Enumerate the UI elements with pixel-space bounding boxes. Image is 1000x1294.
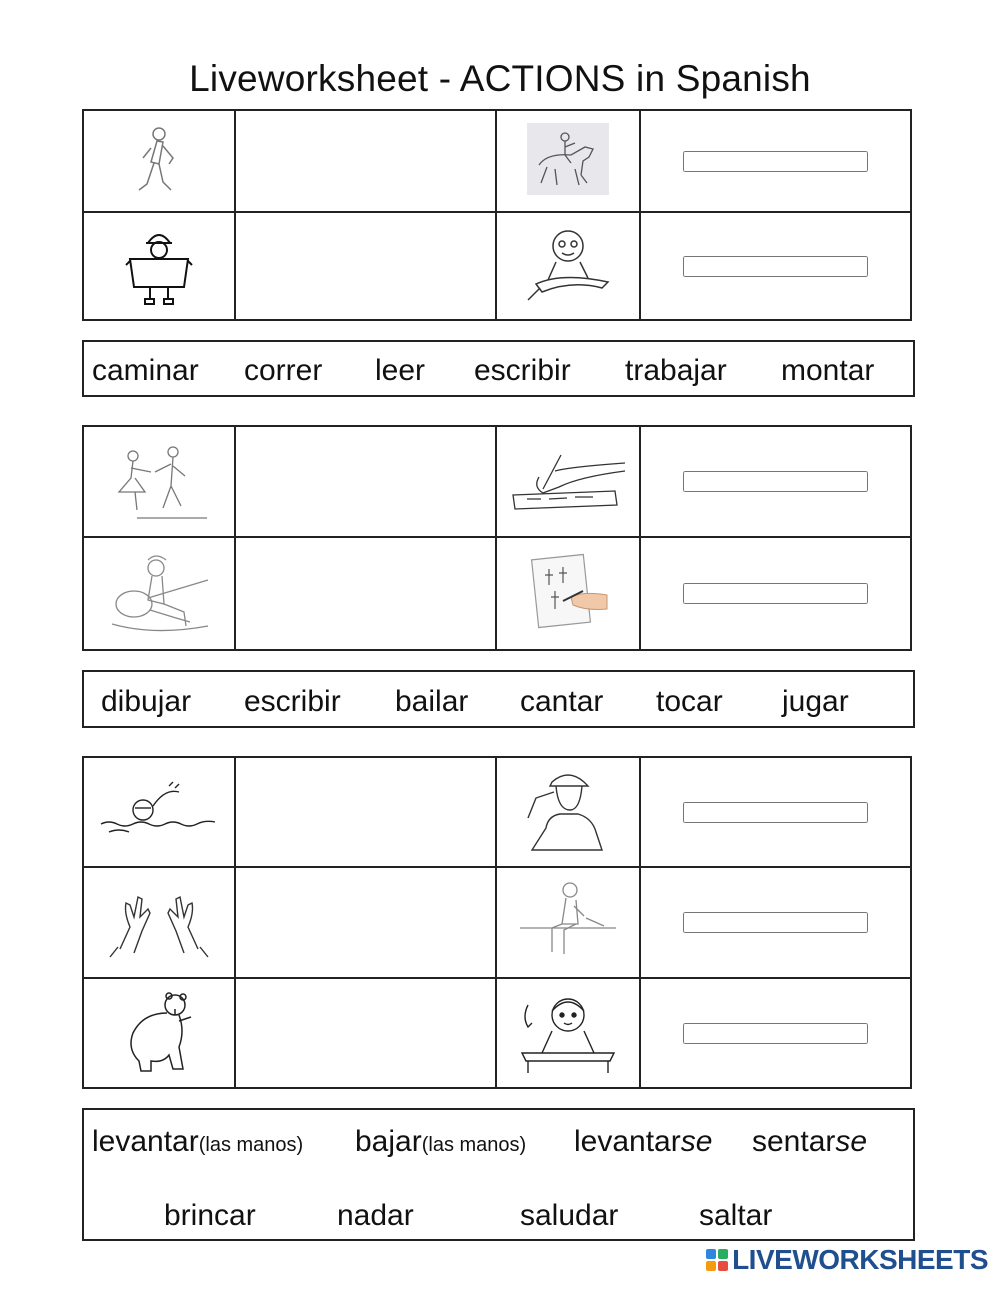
page-title: Liveworksheet - ACTIONS in Spanish xyxy=(189,58,811,99)
sitting-person-icon xyxy=(518,949,618,966)
answer-cell[interactable] xyxy=(640,537,911,650)
answer-cell[interactable] xyxy=(235,867,496,978)
answer-input[interactable] xyxy=(245,796,487,829)
answer-input[interactable] xyxy=(245,577,487,610)
hand-writing-icon xyxy=(509,498,627,515)
worker-reading-map-icon xyxy=(84,225,234,307)
swimmer-icon xyxy=(84,780,234,844)
answer-input[interactable] xyxy=(683,912,868,933)
girl-standing-up-icon xyxy=(512,1060,624,1077)
word-bank-item: bailar xyxy=(395,685,469,718)
picture-cell xyxy=(496,426,640,537)
picture-cell xyxy=(83,426,235,537)
picture-cell xyxy=(83,867,235,978)
word-bank-item: trabajar xyxy=(625,354,727,387)
picture-cell xyxy=(83,978,235,1088)
answer-cell[interactable] xyxy=(640,426,911,537)
answer-cell[interactable] xyxy=(235,757,496,867)
answer-cell[interactable] xyxy=(640,212,911,320)
picture-cell xyxy=(496,867,640,978)
word-bank-item: tocar xyxy=(656,685,723,718)
answer-input[interactable] xyxy=(245,1017,487,1050)
picture-cell xyxy=(496,110,640,212)
hand-drawing-icon xyxy=(527,618,609,635)
guitar-player-icon xyxy=(84,552,234,636)
word-bank-item: jugar xyxy=(782,685,849,718)
word-base: levantar xyxy=(574,1125,681,1158)
answer-input[interactable] xyxy=(683,802,868,823)
liveworksheets-logo xyxy=(706,1244,988,1276)
exercise-grid-3 xyxy=(82,756,912,1089)
answer-input[interactable] xyxy=(245,465,487,498)
picture-cell xyxy=(496,212,640,320)
exercise-grid-2 xyxy=(82,425,912,651)
dancing-couple-icon xyxy=(84,442,234,522)
word-base: sentar xyxy=(752,1125,836,1158)
answer-input[interactable] xyxy=(683,471,868,492)
word-bank-item: cantar xyxy=(520,685,604,718)
answer-input[interactable] xyxy=(683,256,868,277)
answer-input[interactable] xyxy=(683,1023,868,1044)
word-bank-item: saludar xyxy=(520,1199,619,1232)
word-note: (las manos) xyxy=(198,1134,304,1156)
logo-mark-icon xyxy=(706,1249,728,1271)
saluting-person-icon xyxy=(518,839,618,856)
exercise-grid-1 xyxy=(82,109,912,321)
word-bank-item: escribir xyxy=(244,685,341,718)
logo-text: LIVEWORKSHEETS xyxy=(732,1244,988,1275)
word-bank-item xyxy=(574,1125,712,1159)
raised-hands-icon xyxy=(84,887,234,959)
answer-input[interactable] xyxy=(245,145,487,178)
picture-cell xyxy=(83,110,235,212)
word-bank-item: correr xyxy=(244,354,323,387)
word-levantar: levantar xyxy=(92,1125,199,1158)
word-bank-3 xyxy=(82,1108,915,1241)
answer-cell[interactable] xyxy=(235,978,496,1088)
jumping-bear-icon xyxy=(84,991,234,1075)
word-bank-1 xyxy=(82,340,915,397)
picture-cell xyxy=(83,537,235,650)
answer-cell[interactable] xyxy=(235,537,496,650)
word-bank-item: montar xyxy=(781,354,875,387)
word-suffix: se xyxy=(680,1125,713,1158)
picture-cell xyxy=(496,978,640,1088)
answer-cell[interactable] xyxy=(235,426,496,537)
picture-cell xyxy=(83,212,235,320)
picture-cell xyxy=(83,757,235,867)
word-note: (las manos) xyxy=(421,1134,527,1156)
word-bank-item: nadar xyxy=(337,1199,414,1232)
answer-input[interactable] xyxy=(245,906,487,939)
horse-rider-icon xyxy=(527,182,609,199)
picture-cell xyxy=(496,757,640,867)
answer-input[interactable] xyxy=(245,250,487,283)
word-bank-item: caminar xyxy=(92,354,199,387)
word-bank-item: saltar xyxy=(699,1199,773,1232)
answer-input[interactable] xyxy=(683,583,868,604)
word-bank-item: brincar xyxy=(164,1199,256,1232)
word-bank-item xyxy=(92,1125,303,1159)
word-bank-2 xyxy=(82,670,915,728)
word-bank-item: dibujar xyxy=(101,685,192,718)
word-suffix: se xyxy=(835,1125,868,1158)
answer-cell[interactable] xyxy=(640,110,911,212)
answer-cell[interactable] xyxy=(640,978,911,1088)
picture-cell xyxy=(496,537,640,650)
word-bank-item: escribir xyxy=(474,354,571,387)
answer-cell[interactable] xyxy=(640,757,911,867)
boy-reading-book-icon xyxy=(522,293,614,310)
answer-cell[interactable] xyxy=(235,110,496,212)
word-bank-item xyxy=(355,1125,526,1159)
answer-input[interactable] xyxy=(683,151,868,172)
word-bank-item: leer xyxy=(375,354,426,387)
walking-person-icon xyxy=(84,124,234,199)
answer-cell[interactable] xyxy=(235,212,496,320)
answer-cell[interactable] xyxy=(640,867,911,978)
word-bank-item xyxy=(752,1125,867,1159)
word-bajar: bajar xyxy=(355,1125,422,1158)
